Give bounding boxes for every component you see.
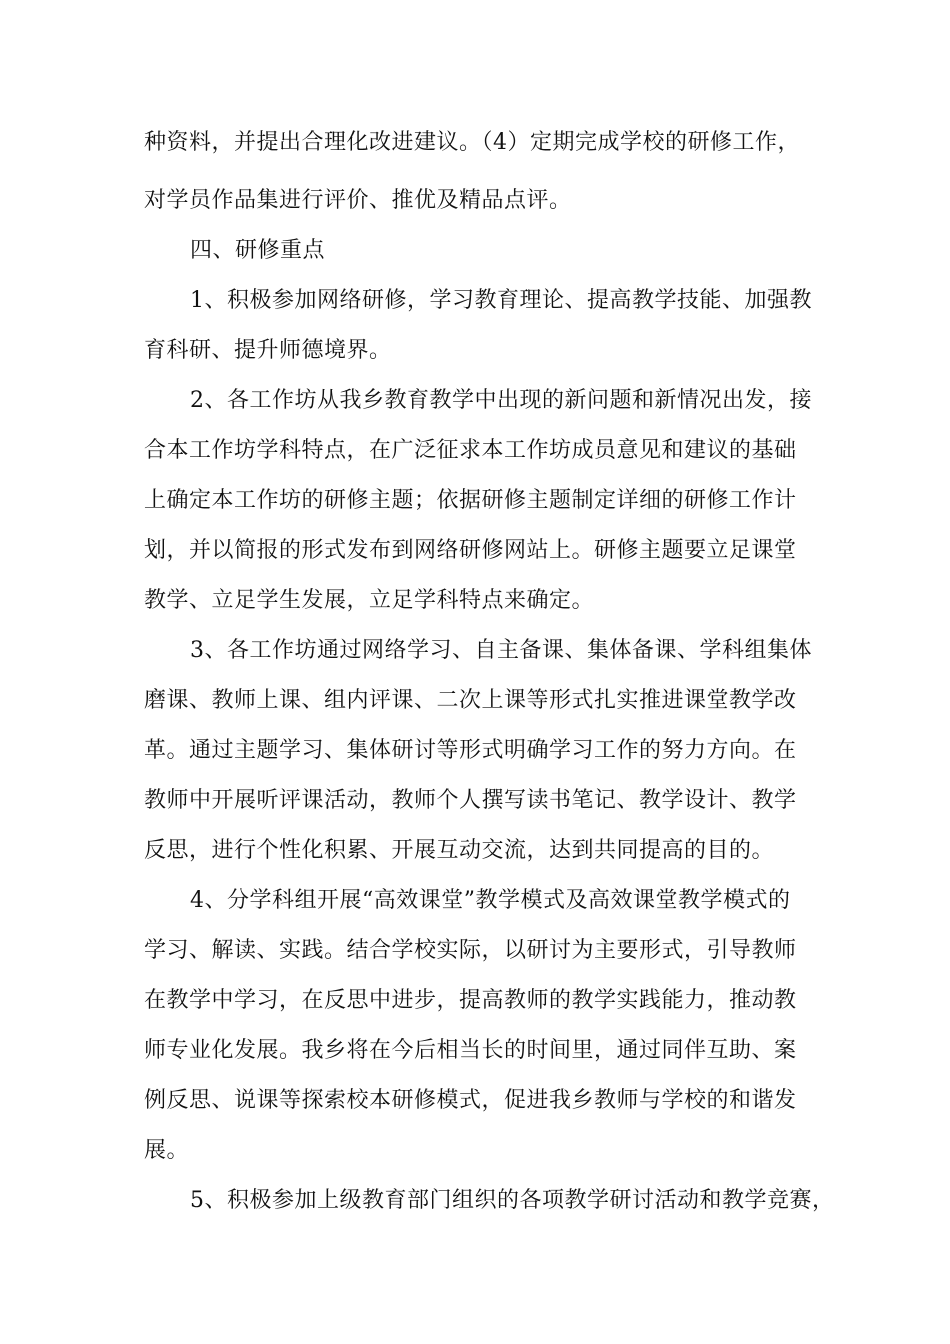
text-line: 合本工作坊学科特点，在广泛征求本工作坊成员意见和建议的基础 — [144, 438, 797, 463]
text-line: 1、积极参加网络研修，学习教育理论、提高教学技能、加强教 — [190, 288, 812, 313]
text-line: 教师中开展听评课活动，教师个人撰写读书笔记、教学设计、教学 — [144, 788, 797, 813]
text-line: 革。通过主题学习、集体研讨等形式明确学习工作的努力方向。在 — [144, 738, 797, 763]
text-line: 2、各工作坊从我乡教育教学中出现的新问题和新情况出发，接 — [190, 388, 812, 413]
text-line: 3、各工作坊通过网络学习、自主备课、集体备课、学科组集体 — [190, 638, 812, 663]
text-line: 划，并以简报的形式发布到网络研修网站上。研修主题要立足课堂 — [144, 538, 797, 563]
text-line: 师专业化发展。我乡将在今后相当长的时间里，通过同伴互助、案 — [144, 1038, 797, 1063]
text-line: 对学员作品集进行评价、推优及精品点评。 — [144, 188, 572, 213]
text-line: 例反思、说课等探索校本研修模式，促进我乡教师与学校的和谐发 — [144, 1088, 797, 1113]
text-line: 在教学中学习，在反思中进步，提高教师的教学实践能力，推动教 — [144, 988, 797, 1013]
text-line: 展。 — [144, 1138, 190, 1163]
text-line: 种资料，并提出合理化改进建议。（4）定期完成学校的研修工作， — [144, 130, 800, 155]
text-line: 学习、解读、实践。结合学校实际，以研讨为主要形式，引导教师 — [144, 938, 797, 963]
text-line: 上确定本工作坊的研修主题；依据研修主题制定详细的研修工作计 — [144, 488, 797, 513]
text-line: 育科研、提升师德境界。 — [144, 338, 392, 363]
text-line: 4、分学科组开展“高效课堂”教学模式及高效课堂教学模式的 — [190, 888, 791, 913]
text-line: 磨课、教师上课、组内评课、二次上课等形式扎实推进课堂教学改 — [144, 688, 797, 713]
text-line: 教学、立足学生发展，立足学科特点来确定。 — [144, 588, 595, 613]
text-line: 5、积极参加上级教育部门组织的各项教学研讨活动和教学竞赛， — [190, 1188, 835, 1213]
text-line: 反思，进行个性化积累、开展互动交流，达到共同提高的目的。 — [144, 838, 775, 863]
section-heading: 四、研修重点 — [190, 238, 326, 263]
